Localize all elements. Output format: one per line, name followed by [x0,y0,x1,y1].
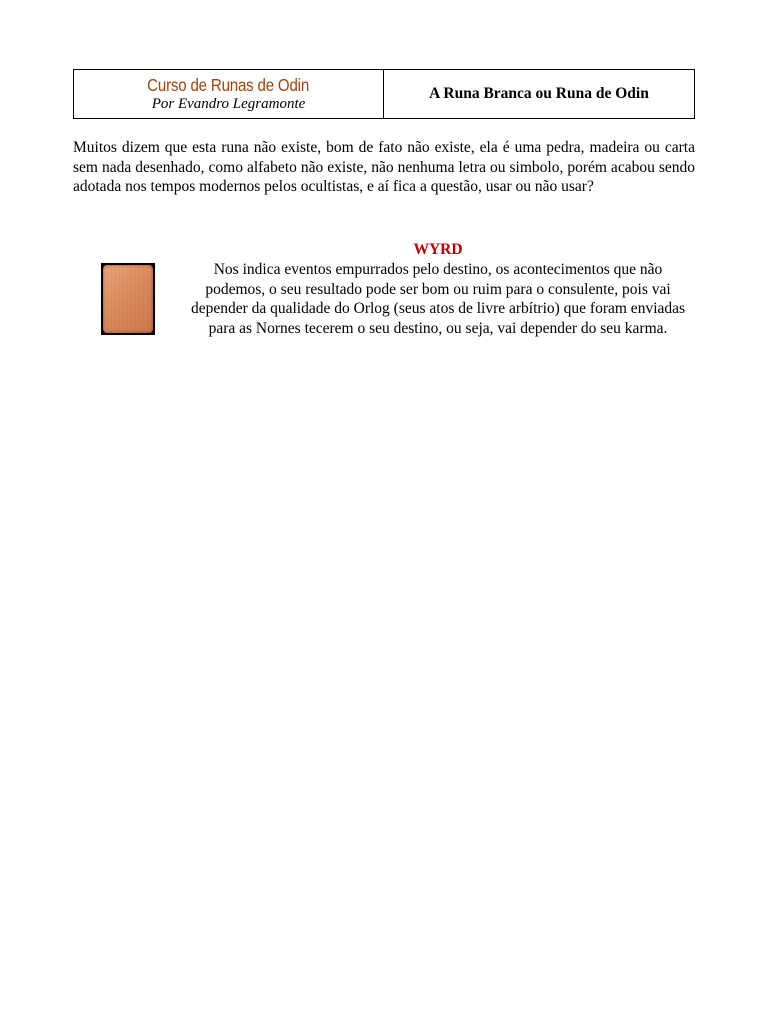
lesson-title-cell [384,70,694,118]
blank-rune-tile-image [101,263,155,335]
lesson-title: A Runa Branca ou Runa de Odin [429,85,649,102]
rune-description: Nos indica eventos empurrados pelo destino, os acontecimentos que não podemos, o seu resultado pode ser bom ou ruim para o consulente, pois vai depender da qualidade do Orlog (seus atos de livre arbítrio) que foram enviadas para as Nornes tecerem o seu destino, ou seja, vai depender do seu karma. [190,261,686,338]
course-author: Por Evandro Legramonte [151,96,306,112]
header-table [73,69,695,119]
rune-tile-surface [103,265,153,333]
course-info-cell [74,70,384,118]
intro-paragraph: Muitos dizem que esta runa não existe, bom de fato não existe, ela é uma pedra, madeira ou carta sem nada desenhado, como alfabeto não existe, não nenhuma letra ou simbolo, porém acabou sendo adotada nos tempos modernos pelos ocultistas, e aí fica a questão, usar ou não usar? [73,139,695,195]
rune-name-heading: WYRD [413,241,463,258]
course-title: Curso de Runas de Odin [147,75,310,95]
